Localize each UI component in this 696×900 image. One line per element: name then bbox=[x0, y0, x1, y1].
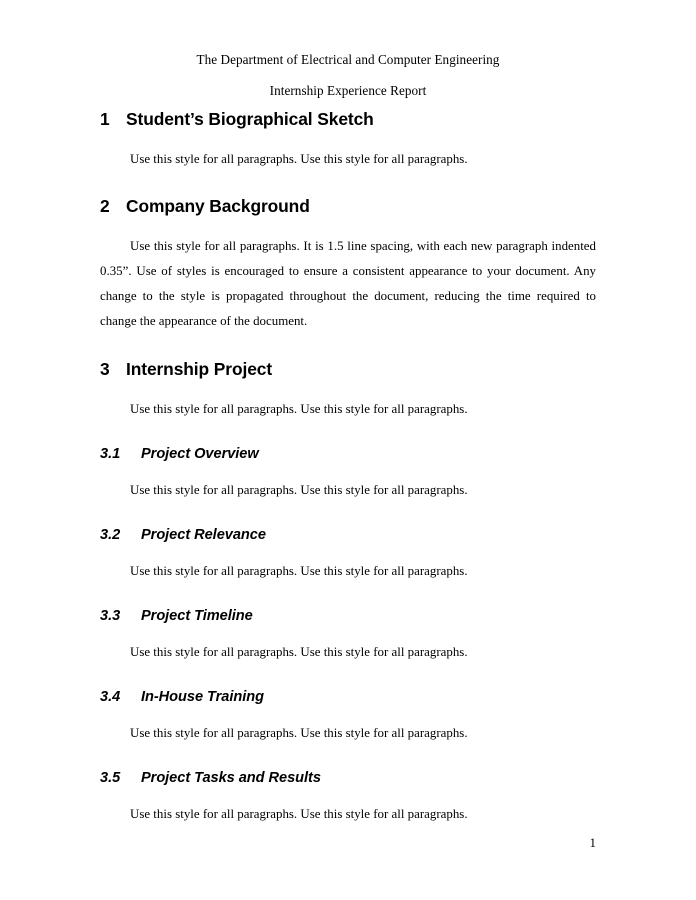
subsection-number-3-1: 3.1 bbox=[100, 446, 121, 462]
section-number-1: 1 bbox=[100, 109, 110, 129]
subsection-paragraph-3-5: Use this style for all paragraphs. Use this style for all paragraphs. bbox=[130, 807, 468, 821]
document-body bbox=[100, 108, 596, 827]
spacer bbox=[100, 503, 596, 526]
section-heading-1 bbox=[100, 108, 596, 130]
section-number-3: 3 bbox=[100, 359, 110, 379]
subsection-paragraph-3-4: Use this style for all paragraphs. Use this style for all paragraphs. bbox=[130, 726, 468, 740]
subsection-title-3-5: Project Tasks and Results bbox=[141, 770, 321, 786]
spacer bbox=[100, 380, 596, 397]
section-title-3: Internship Project bbox=[126, 359, 273, 379]
spacer bbox=[100, 464, 596, 478]
subsection-number-3-2: 3.2 bbox=[100, 527, 121, 543]
section-heading-2 bbox=[100, 195, 596, 217]
subsection-heading-3-4 bbox=[100, 688, 596, 707]
subsection-title-3-2: Project Relevance bbox=[141, 527, 266, 543]
section-paragraph-1: Use this style for all paragraphs. Use this style for all paragraphs. bbox=[130, 152, 468, 166]
subsection-title-3-1: Project Overview bbox=[141, 446, 259, 462]
section-title-2: Company Background bbox=[126, 196, 310, 216]
subsection-paragraph-3-1: Use this style for all paragraphs. Use this style for all paragraphs. bbox=[130, 483, 468, 497]
subsection-number-3-4: 3.4 bbox=[100, 689, 121, 705]
page-number: 1 bbox=[589, 835, 596, 850]
spacer bbox=[100, 545, 596, 559]
spacer bbox=[100, 788, 596, 802]
subsection-title-3-4: In-House Training bbox=[141, 689, 264, 705]
subsection-title-3-3: Project Timeline bbox=[141, 608, 253, 624]
document-header bbox=[100, 44, 596, 106]
section-title-1: Student’s Biographical Sketch bbox=[126, 109, 374, 129]
subsection-heading-3-2 bbox=[100, 526, 596, 545]
spacer bbox=[100, 422, 596, 445]
spacer bbox=[100, 130, 596, 147]
header-line-department: The Department of Electrical and Computer Engineering bbox=[196, 52, 500, 67]
subsection-heading-3-1 bbox=[100, 445, 596, 464]
subsection-heading-3-3 bbox=[100, 607, 596, 626]
header-line-report-title: Internship Experience Report bbox=[269, 83, 427, 98]
section-heading-3 bbox=[100, 358, 596, 380]
subsection-heading-3-5 bbox=[100, 769, 596, 788]
spacer bbox=[100, 334, 596, 358]
subsection-paragraph-3-2: Use this style for all paragraphs. Use this style for all paragraphs. bbox=[130, 564, 468, 578]
spacer bbox=[100, 217, 596, 234]
subsection-paragraph-3-3: Use this style for all paragraphs. Use this style for all paragraphs. bbox=[130, 645, 468, 659]
spacer bbox=[100, 665, 596, 688]
spacer bbox=[100, 172, 596, 195]
spacer bbox=[100, 746, 596, 769]
subsection-number-3-5: 3.5 bbox=[100, 770, 121, 786]
section-paragraph-3: Use this style for all paragraphs. Use this style for all paragraphs. bbox=[130, 402, 468, 416]
spacer bbox=[100, 707, 596, 721]
spacer bbox=[100, 626, 596, 640]
section-number-2: 2 bbox=[100, 196, 110, 216]
section-paragraph-2: Use this style for all paragraphs. It is 1.5 line spacing, with each new paragraph indented 0.35”. Use of styles is encouraged to ensure a consistent appearance to your document. Any change to the style is propagated throughout the document, reducing the time required to change the appearance of the document. bbox=[100, 239, 596, 328]
subsection-number-3-3: 3.3 bbox=[100, 608, 121, 624]
spacer bbox=[100, 584, 596, 607]
